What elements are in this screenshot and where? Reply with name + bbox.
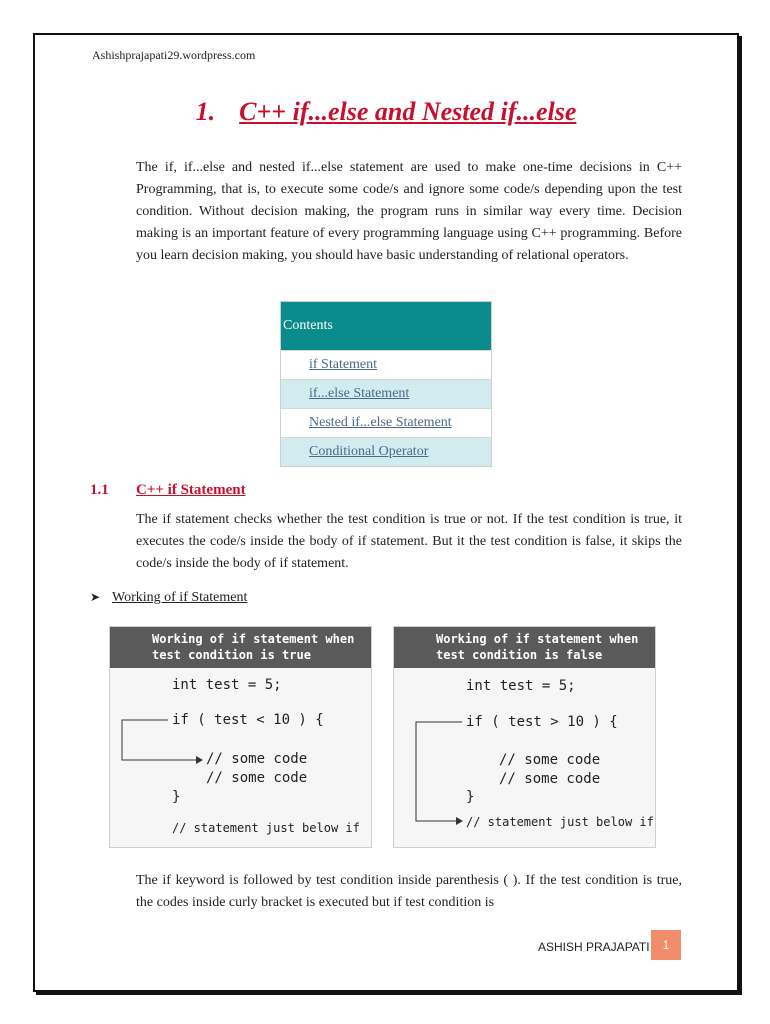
contents-item-conditional[interactable] <box>281 437 491 466</box>
contents-link[interactable]: if Statement <box>309 357 378 372</box>
intro-paragraph: The if, if...else and nested if...else statement are used to make one-time decisions in C++ Programming, that is, to execute some code/s and ignore some code/s depending upon the test condition. Without decision making, the program runs in similar way every time. Decision making is an important feature of every programming language using C++ programming. Before you learn decision making, you should have basic understanding of relational operators. <box>136 160 682 263</box>
code-line: // some code <box>499 771 601 787</box>
code-line: int test = 5; <box>466 678 576 694</box>
contents-link[interactable]: if...else Statement <box>309 386 410 401</box>
code-line: // statement just below if <box>466 815 654 829</box>
section-number: 1.1 <box>90 482 109 498</box>
diagram-condition-false <box>393 626 656 848</box>
contents-item-if-else[interactable] <box>281 379 491 408</box>
footer-author: ASHISH PRAJAPATI <box>538 940 650 954</box>
code-line: if ( test > 10 ) { <box>466 714 618 730</box>
site-url: Ashishprajapati29.wordpress.com <box>92 48 256 62</box>
title-number: 1. <box>195 97 216 126</box>
page-number: 1 <box>651 930 681 960</box>
code-line: // some code <box>206 751 308 767</box>
flow-arrow-icon <box>394 627 655 847</box>
closing-paragraph: The if keyword is followed by test condition inside parenthesis ( ). If the test condition is true, the codes inside curly bracket is executed but if test condition is <box>136 873 682 910</box>
table-of-contents <box>280 301 492 467</box>
code-line: if ( test < 10 ) { <box>172 712 324 728</box>
page-title <box>35 97 737 127</box>
section-heading <box>90 482 246 499</box>
section-paragraph: The if statement checks whether the test condition is true or not. If the test condition is true, it executes the code/s inside the body of if statement. But it the test condition is false, it skips the code/s inside the body of if statement. <box>136 512 682 571</box>
bullet-text: Working of if Statement <box>112 590 248 605</box>
code-line: } <box>466 789 475 805</box>
arrow-bullet-icon: ➤ <box>90 590 101 604</box>
code-line: // some code <box>206 770 308 786</box>
flow-arrow-icon <box>110 627 371 847</box>
contents-link[interactable]: Nested if...else Statement <box>309 415 452 430</box>
bullet-item <box>90 590 247 606</box>
diagram-condition-true <box>109 626 372 848</box>
section-title: C++ if Statement <box>136 482 246 498</box>
document-page <box>33 33 739 992</box>
contents-link[interactable]: Conditional Operator <box>309 444 429 459</box>
contents-item-if[interactable] <box>281 350 491 379</box>
code-line: // statement just below if <box>172 821 360 835</box>
title-text: C++ if...else and Nested if...else <box>239 97 577 126</box>
code-line: } <box>172 789 181 805</box>
diagram-header: Working of if statement when test condition is true <box>110 627 371 668</box>
diagram-header: Working of if statement when test condition is false <box>394 627 655 668</box>
code-line: int test = 5; <box>172 677 282 693</box>
code-line: // some code <box>499 752 601 768</box>
contents-heading: Contents <box>281 302 491 350</box>
contents-item-nested[interactable] <box>281 408 491 437</box>
